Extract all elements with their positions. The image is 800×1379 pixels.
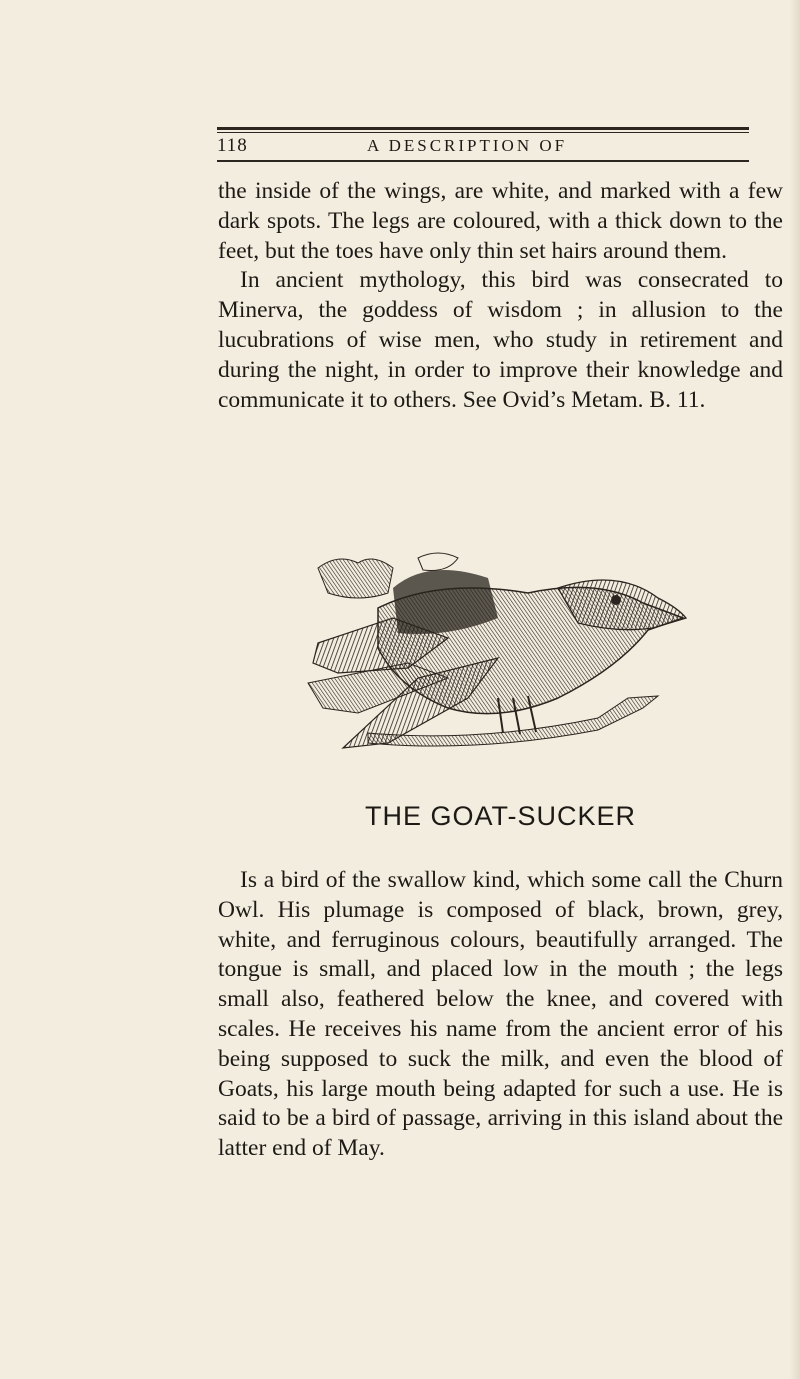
body-text-top [218,177,783,415]
page-edge [790,0,800,1379]
bird-head [558,580,686,630]
paragraph-wings: the inside of the wings, are white, and marked with a few dark spots. The legs are coloured, with a thick down to the feet, but the toes have only thin set hairs around them. [218,178,783,264]
paragraph-goat-sucker: Is a bird of the swallow kind, which some call the Churn Owl. His plumage is composed of black, brown, grey, white, and ferruginous colours, beautifully arranged. The tongue is small, and placed low in the mouth ; the legs small also, feathered below the knee, and covered with scales. He receives his name from the ancient error of his being supposed to suck the milk, and even the blood of Goats, his large mouth being adapted for such a use. He is said to be a bird of passage, arriving in this island about the latter end of May. [218,867,783,1162]
header-rule-top-thin [217,132,749,133]
bird-eye [611,595,621,605]
page-header [217,127,749,167]
section-title: THE GOAT-SUCKER [364,801,637,831]
foliage-top [418,553,458,571]
paragraph-mythology: In ancient mythology, this bird was consecrated to Minerva, the goddess of wisdom ; in allusion to the lucubrations of wise men, who study in retirement and during the night, in order to improve their knowledge and communicate it to others. See Ovid’s Metam. B. 11. [218,267,783,413]
header-rule-top [217,127,749,130]
page-number: 118 [217,135,248,156]
running-head: A DESCRIPTION OF [367,136,568,155]
foliage [318,559,393,598]
header-rule-bottom [217,160,749,162]
body-text-bottom [218,866,783,1164]
goat-sucker-illustration [298,548,688,753]
